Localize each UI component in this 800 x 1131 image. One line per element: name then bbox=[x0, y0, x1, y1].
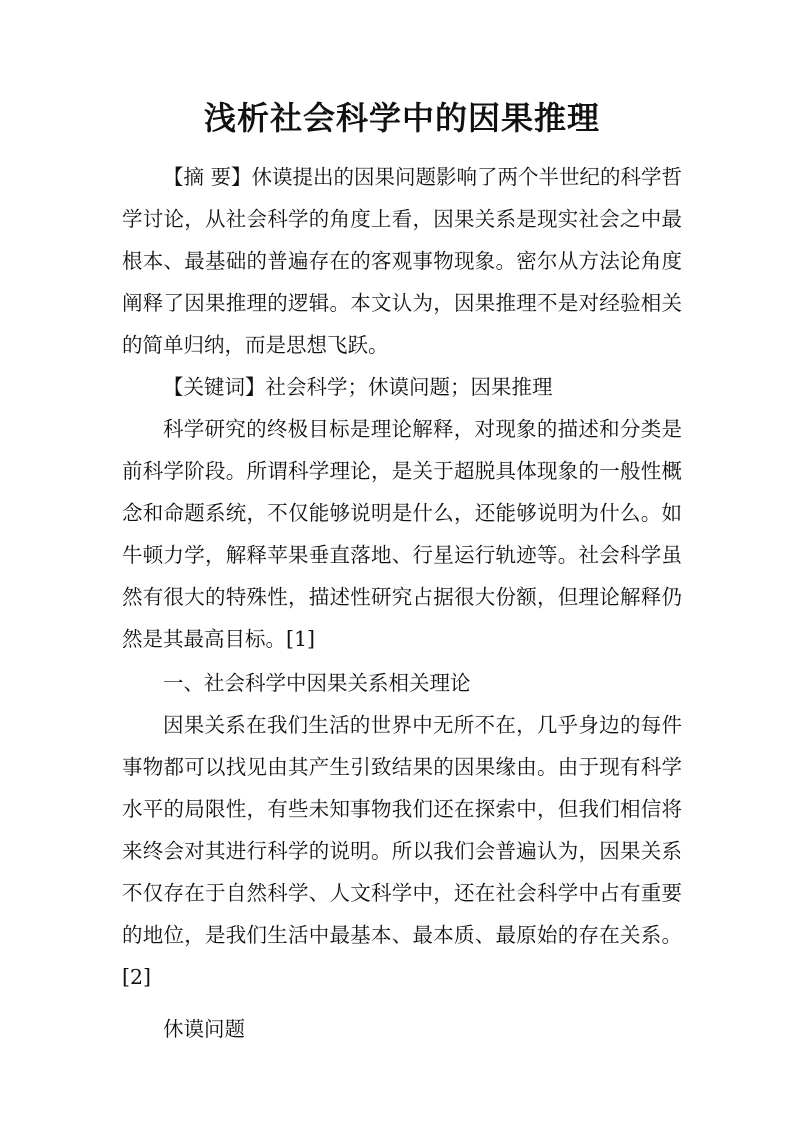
section-heading-1: 一、社会科学中因果关系相关理论 bbox=[163, 671, 471, 695]
body-paragraph-2: 因果关系在我们生活的世界中无所不在，几乎身边的每件事物都可以找见由其产生引致结果的因果缘由。由于现有科学水平的局限性，有些未知事物我们还在探索中，但我们相信将来终会对其进行科学的说明。所以我们会普遍认为，因果关系不仅存在于自然科学、人文科学中，还在社会科学中占有重要的地位，是我们生活中最基本、最本质、最原始的存在关系。[2] bbox=[122, 713, 682, 989]
document-page bbox=[122, 88, 682, 1050]
document-title: 浅析社会科学中的因果推理 bbox=[203, 99, 600, 137]
subheading-hume-problem: 休谟问题 bbox=[163, 1017, 245, 1041]
body-paragraph-1: 科学研究的终极目标是理论解释，对现象的描述和分类是前科学阶段。所谓科学理论，是关于超脱具体现象的一般性概念和命题系统，不仅能够说明是什么，还能够说明为什么。如牛顿力学，解释苹果垂直落地、行星运行轨迹等。社会科学虽然有很大的特殊性，描述性研究占据很大份额，但理论解释仍然是其最高目标。[1] bbox=[122, 417, 682, 651]
keywords-line: 【关键词】社会科学；休谟问题；因果推理 bbox=[163, 375, 553, 399]
abstract-paragraph: 【摘 要】休谟提出的因果问题影响了两个半世纪的科学哲学讨论，从社会科学的角度上看，因果关系是现实社会之中最根本、最基础的普遍存在的客观事物现象。密尔从方法论角度阐释了因果推理的逻辑。本文认为，因果推理不是对经验相关的简单归纳，而是思想飞跃。 bbox=[122, 165, 683, 357]
